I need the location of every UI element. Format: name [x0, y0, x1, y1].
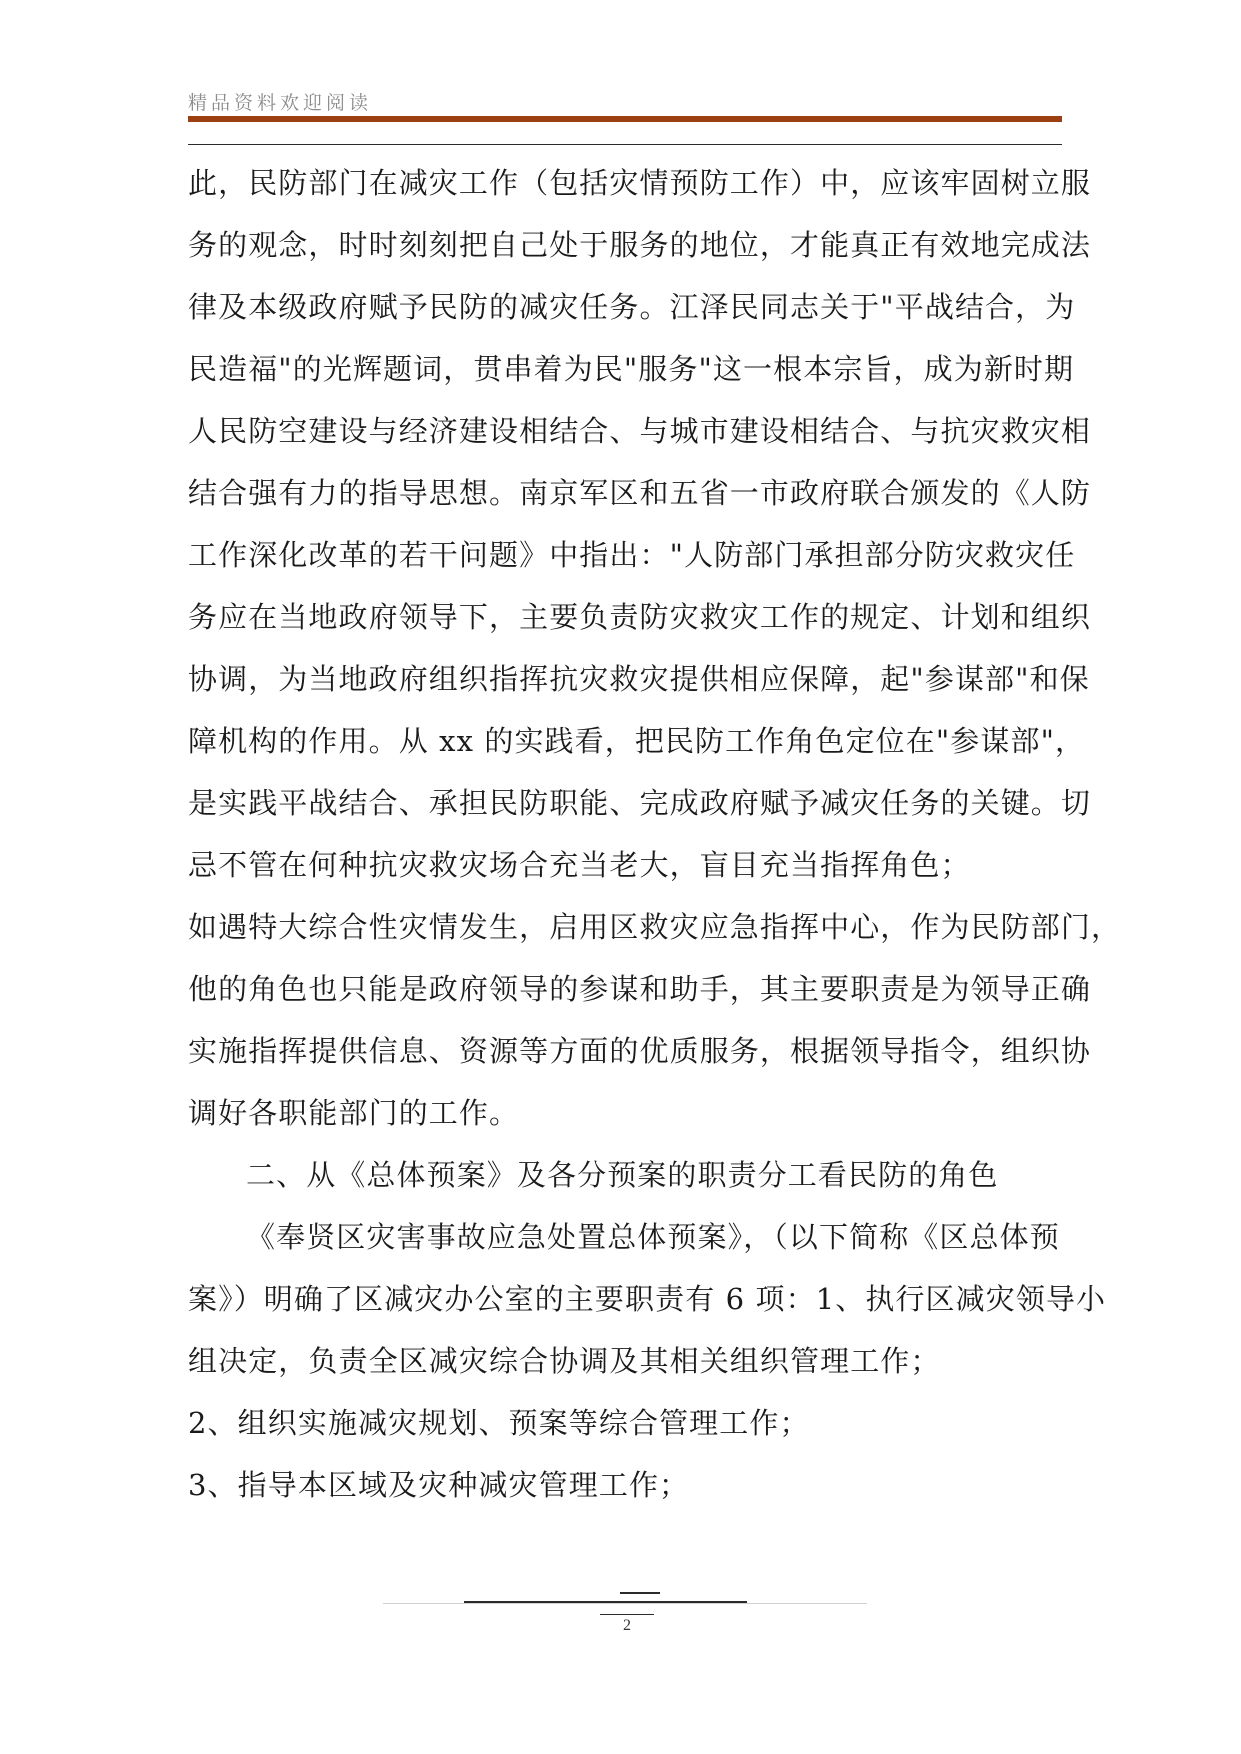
body-line: 此，民防部门在减灾工作（包括灾情预防工作）中，应该牢固树立服 [188, 166, 1092, 200]
body-line: 结合强有力的指导思想。南京军区和五省一市政府联合颁发的《人防 [188, 476, 1092, 510]
footer-rule [600, 1614, 654, 1615]
list-item: 2、组织实施减灾规划、预案等综合管理工作； [188, 1406, 810, 1440]
body-line: 务应在当地政府领导下，主要负责防灾救灾工作的规定、计划和组织 [188, 600, 1092, 634]
body-line: 民造福"的光辉题词，贯串着为民"服务"这一根本宗旨，成为新时期 [188, 352, 1075, 386]
footer-rule [464, 1601, 747, 1603]
body-line: 障机构的作用。从 xx 的实践看，把民防工作角色定位在"参谋部"， [188, 724, 1086, 758]
body-line: 《奉贤区灾害事故应急处置总体预案》，（以下简称《区总体预 [246, 1220, 1060, 1254]
body-line: 协调，为当地政府组织指挥抗灾救灾提供相应保障，起"参谋部"和保 [188, 662, 1090, 696]
list-item: 3、指导本区域及灾种减灾管理工作； [188, 1468, 690, 1502]
header-rule-thin [188, 144, 1062, 145]
body-line: 调好各职能部门的工作。 [188, 1096, 520, 1130]
body-line: 人民防空建设与经济建设相结合、与城市建设相结合、与抗灾救灾相 [188, 414, 1092, 448]
body-line: 律及本级政府赋予民防的减灾任务。江泽民同志关于"平战结合，为 [188, 290, 1076, 324]
page-header-text: 精品资料欢迎阅读 [188, 92, 373, 114]
body-line: 务的观念，时时刻刻把自己处于服务的地位，才能真正有效地完成法 [188, 228, 1092, 262]
body-line: 案》）明确了区减灾办公室的主要职责有 6 项：1、执行区减灾领导小 [188, 1282, 1107, 1316]
body-line: 是实践平战结合、承担民防职能、完成政府赋予减灾任务的关键。切 [188, 786, 1092, 820]
section-heading: 二、从《总体预案》及各分预案的职责分工看民防的角色 [246, 1158, 999, 1192]
body-line: 组决定，负责全区减灾综合协调及其相关组织管理工作； [188, 1344, 941, 1378]
body-line: 忌不管在何种抗灾救灾场合充当老大，盲目充当指挥角色； [188, 848, 971, 882]
document-body [188, 152, 1122, 1516]
page-number: 2 [623, 1617, 631, 1634]
body-line: 如遇特大综合性灾情发生，启用区救灾应急指挥中心，作为民防部门， [188, 910, 1122, 944]
footer-rule [620, 1592, 660, 1594]
body-line: 实施指挥提供信息、资源等方面的优质服务，根据领导指令，组织协 [188, 1034, 1092, 1068]
footer-rule [383, 1603, 867, 1604]
body-line: 工作深化改革的若干问题》中指出："人防部门承担部分防灾救灾任 [188, 538, 1076, 572]
body-line: 他的角色也只能是政府领导的参谋和助手，其主要职责是为领导正确 [188, 972, 1092, 1006]
header-rule-thick [188, 116, 1062, 122]
